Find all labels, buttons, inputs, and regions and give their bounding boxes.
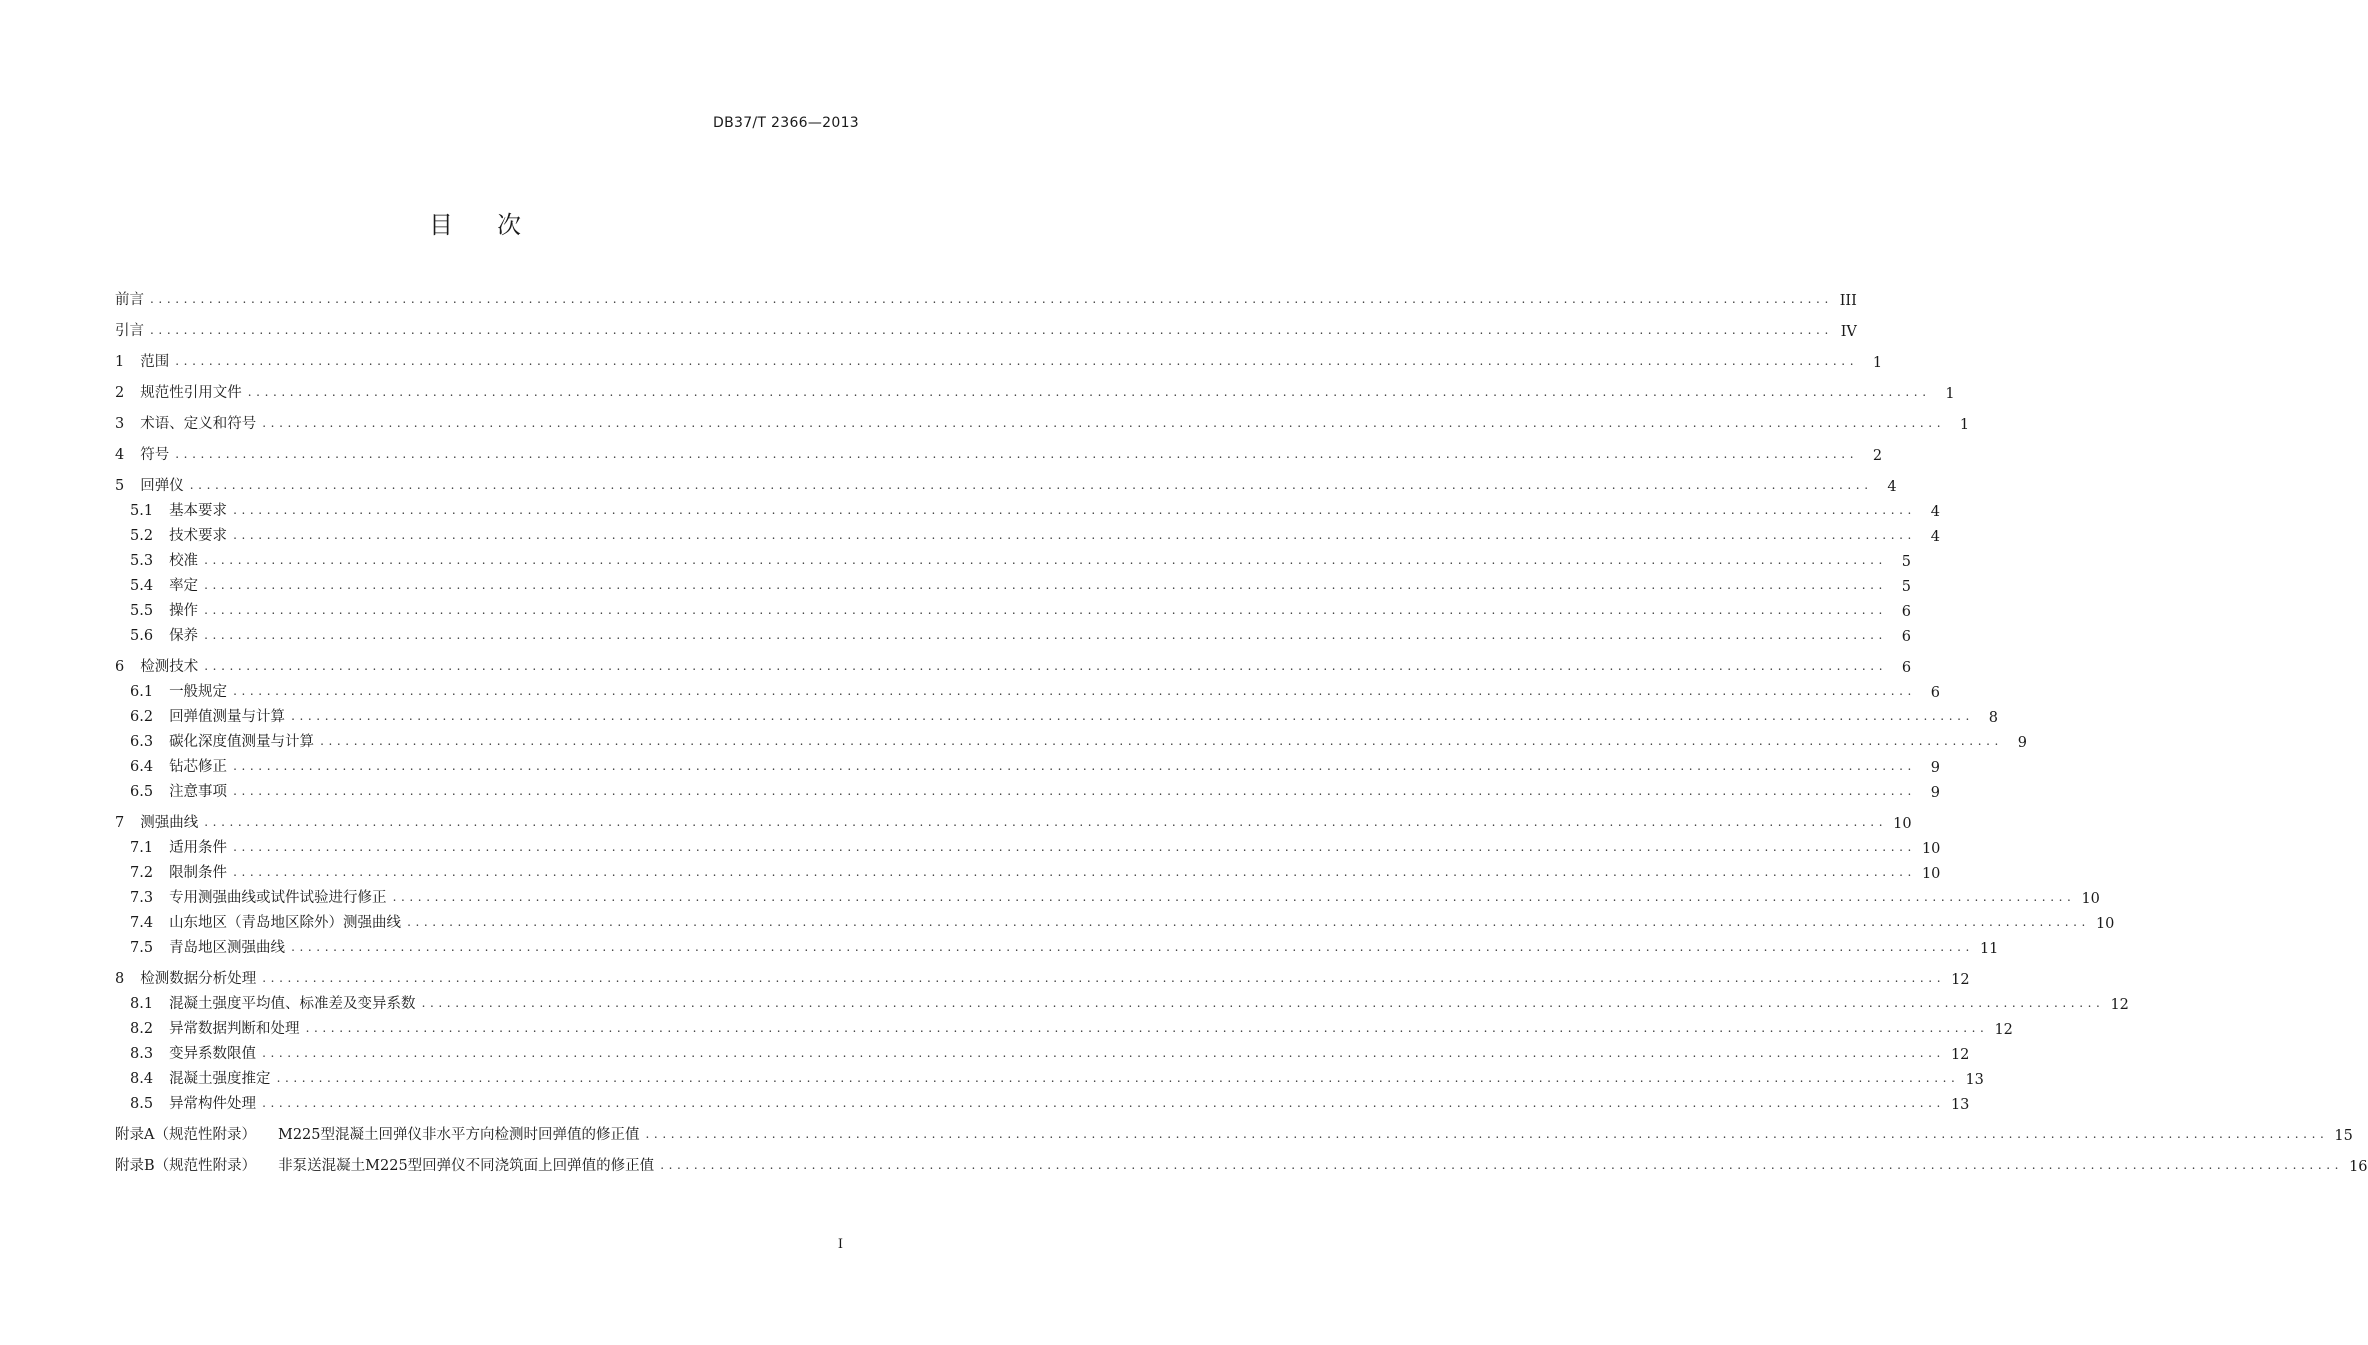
toc-entry-title: 注意事项 [169, 784, 228, 800]
toc-entry-title: 范围 [140, 354, 170, 370]
toc-entry-label [115, 549, 198, 570]
toc-entry-page: 10 [1893, 816, 1912, 832]
toc-dot-leader: ........................................................................................................................................................................................................ [233, 503, 1916, 517]
toc-entry-title: 青岛地区测强曲线 [169, 940, 286, 956]
table-of-contents [115, 284, 2368, 1175]
toc-entry-page: 13 [1950, 1097, 1970, 1113]
toc-dot-leader: ........................................................................................................................................................................................................ [262, 416, 1946, 430]
toc-dot-leader: ........................................................................................................................................................................................................ [175, 447, 1859, 461]
toc-dot-leader: ........................................................................................................................................................................................................ [189, 478, 1873, 492]
toc-entry-page: 12 [1994, 1022, 2013, 1038]
toc-entry-page: 10 [1921, 866, 1941, 882]
toc-entry-number: 6.2 [130, 709, 154, 725]
toc-entry-label [115, 780, 227, 801]
toc-dot-leader: ........................................................................................................................................................................................................ [407, 915, 2090, 929]
toc-entry-title: 专用测强曲线或试件试验进行修正 [169, 890, 387, 906]
toc-entry-number: 5.1 [130, 503, 154, 519]
toc-entry[interactable] [115, 346, 1883, 371]
toc-entry-number: 8.2 [130, 1021, 154, 1037]
toc-entry-number: 1 [115, 354, 125, 370]
toc-entry-page: 2 [1872, 448, 1883, 464]
toc-entry-title: 率定 [169, 578, 199, 594]
toc-entry-label [115, 680, 227, 701]
toc-entry-label [115, 1154, 654, 1175]
toc-entry[interactable] [115, 315, 1857, 340]
toc-entry-label [115, 443, 169, 464]
toc-entry-number: 5.2 [130, 528, 154, 544]
toc-entry-label [115, 1017, 300, 1038]
toc-dot-leader: ........................................................................................................................................................................................................ [175, 354, 1859, 368]
toc-entry-label [115, 288, 144, 309]
page-title [0, 205, 950, 240]
toc-entry-label [115, 1123, 640, 1144]
toc-dot-leader: ........................................................................................................................................................................................................ [247, 385, 1931, 399]
toc-entry-page: 6 [1901, 629, 1911, 645]
toc-entry[interactable] [115, 377, 1955, 402]
toc-entry[interactable] [115, 439, 1883, 464]
toc-entry-number: 8.4 [130, 1071, 154, 1087]
toc-entry-label [115, 1092, 256, 1113]
toc-entry-label [115, 967, 256, 988]
toc-entry[interactable] [115, 470, 1897, 495]
toc-dot-leader: ........................................................................................................................................................................................................ [204, 578, 1887, 592]
toc-dot-leader: ........................................................................................................................................................................................................ [150, 292, 1833, 306]
toc-entry-page: 6 [1901, 604, 1911, 620]
toc-entry-title: 一般规定 [169, 684, 228, 700]
toc-entry[interactable] [115, 651, 1912, 676]
toc-entry[interactable] [115, 520, 1940, 545]
toc-entry-label [115, 350, 169, 371]
toc-entry[interactable] [115, 1038, 1970, 1063]
toc-dot-leader: ........................................................................................................................................................................................................ [291, 709, 1974, 723]
toc-entry-title: 回弹值测量与计算 [169, 709, 286, 725]
toc-entry-label [115, 599, 198, 620]
toc-entry[interactable] [115, 595, 1911, 620]
toc-entry-title: 校准 [169, 553, 199, 569]
toc-entry-page: 8 [1988, 710, 1998, 726]
toc-entry-label [115, 319, 144, 340]
toc-entry-title: 符号 [140, 447, 170, 463]
toc-entry-title: 规范性引用文件 [140, 385, 242, 401]
toc-entry-label [115, 1067, 271, 1088]
toc-dot-leader: ........................................................................................................................................................................................................ [233, 865, 1916, 879]
toc-entry-title: 山东地区（青岛地区除外）测强曲线 [169, 915, 402, 931]
toc-entry-number: 2 [115, 385, 125, 401]
toc-dot-leader: ........................................................................................................................................................................................................ [645, 1127, 2329, 1141]
toc-entry-title: 变异系数限值 [169, 1046, 257, 1062]
toc-entry[interactable] [115, 857, 1941, 882]
toc-entry-page: 12 [1951, 972, 1970, 988]
toc-dot-leader: ........................................................................................................................................................................................................ [262, 1096, 1945, 1110]
toc-entry-page: III [1839, 293, 1857, 309]
toc-entry-number: 8.3 [130, 1046, 154, 1062]
toc-entry-page: 4 [1930, 504, 1940, 520]
toc-entry-number: 6.3 [130, 734, 154, 750]
toc-entry-label [115, 705, 285, 726]
toc-entry-number: 5.3 [130, 553, 154, 569]
toc-entry-number: 8 [115, 971, 125, 987]
toc-entry-title: 非泵送混凝土M225型回弹仪不同浇筑面上回弹值的修正值 [278, 1158, 655, 1174]
toc-entry-label [115, 412, 256, 433]
toc-entry-title: 引言 [115, 323, 144, 339]
toc-entry[interactable] [115, 807, 1912, 832]
toc-entry-label [115, 381, 242, 402]
toc-entry-number: 8.1 [130, 996, 154, 1012]
toc-dot-leader: ........................................................................................................................................................................................................ [233, 528, 1916, 542]
toc-entry-page: 5 [1901, 554, 1911, 570]
document-code: DB37/T 2366—2013 [713, 115, 859, 131]
toc-entry-label [115, 755, 227, 776]
toc-entry-page: 12 [1950, 1047, 1970, 1063]
toc-entry-page: 4 [1887, 479, 1897, 495]
toc-entry-label [115, 499, 227, 520]
toc-entry-number: 5.5 [130, 603, 154, 619]
toc-entry-title: 前言 [115, 292, 144, 308]
toc-entry-page: 1 [1959, 417, 1970, 433]
toc-entry-title: 异常构件处理 [169, 1096, 257, 1112]
toc-entry-label [115, 474, 184, 495]
toc-entry-number: 6 [115, 659, 125, 675]
toc-entry-title: 钻芯修正 [169, 759, 228, 775]
toc-dot-leader: ........................................................................................................................................................................................................ [233, 759, 1916, 773]
toc-dot-leader: ........................................................................................................................................................................................................ [262, 971, 1946, 985]
toc-dot-leader: ........................................................................................................................................................................................................ [421, 996, 2105, 1010]
toc-entry-label [115, 936, 285, 957]
toc-entry-title: 混凝土强度推定 [169, 1071, 271, 1087]
toc-entry-label [115, 730, 314, 751]
toc-entry-title: 限制条件 [169, 865, 228, 881]
toc-entry-title: 测强曲线 [140, 815, 199, 831]
toc-dot-leader: ........................................................................................................................................................................................................ [660, 1158, 2344, 1172]
toc-dot-leader: ........................................................................................................................................................................................................ [291, 940, 1974, 954]
toc-entry-page: IV [1840, 324, 1857, 340]
toc-dot-leader: ........................................................................................................................................................................................................ [233, 684, 1916, 698]
toc-entry-number: 附录B（规范性附录） [115, 1158, 257, 1174]
toc-entry-number: 7.5 [130, 940, 154, 956]
toc-entry-page: 1 [1872, 355, 1883, 371]
toc-entry-page: 13 [1965, 1072, 1984, 1088]
toc-entry-title: 术语、定义和符号 [140, 416, 257, 432]
toc-entry[interactable] [115, 963, 1970, 988]
toc-entry-page: 6 [1930, 685, 1940, 701]
toc-dot-leader: ........................................................................................................................................................................................................ [204, 553, 1887, 567]
toc-entry-label [115, 811, 198, 832]
toc-entry[interactable] [115, 1150, 2368, 1175]
toc-entry-number: 附录A（规范性附录） [115, 1127, 256, 1143]
toc-entry[interactable] [115, 832, 1941, 857]
toc-entry-number: 7 [115, 815, 125, 831]
toc-entry[interactable] [115, 882, 2100, 907]
toc-dot-leader: ........................................................................................................................................................................................................ [204, 815, 1888, 829]
toc-entry[interactable] [115, 1119, 2353, 1144]
toc-entry-page: 12 [2110, 997, 2129, 1013]
toc-entry-label [115, 836, 227, 857]
toc-entry-number: 5.6 [130, 628, 154, 644]
toc-entry-page: 10 [2081, 891, 2100, 907]
toc-entry-label [115, 861, 227, 882]
toc-entry-title: 操作 [169, 603, 199, 619]
toc-entry-page: 1 [1945, 386, 1955, 402]
toc-entry-page: 4 [1930, 529, 1940, 545]
toc-entry[interactable] [115, 620, 1911, 645]
toc-entry[interactable] [115, 408, 1970, 433]
toc-entry-title: 碳化深度值测量与计算 [169, 734, 315, 750]
toc-entry-page: 11 [1979, 941, 1999, 957]
toc-dot-leader: ........................................................................................................................................................................................................ [233, 840, 1916, 854]
toc-entry-title: 检测数据分析处理 [140, 971, 257, 987]
toc-entry[interactable] [115, 988, 2129, 1013]
toc-entry[interactable] [115, 1013, 2013, 1038]
toc-dot-leader: ........................................................................................................................................................................................................ [262, 1046, 1945, 1060]
toc-entry[interactable] [115, 570, 1911, 595]
toc-entry-title: 技术要求 [169, 528, 228, 544]
toc-entry-number: 8.5 [130, 1096, 154, 1112]
toc-entry-label [115, 624, 198, 645]
toc-entry-title: M225型混凝土回弹仪非水平方向检测时回弹值的修正值 [277, 1127, 640, 1143]
toc-entry-number: 3 [115, 416, 125, 432]
toc-entry-title: 异常数据判断和处理 [169, 1021, 300, 1037]
toc-entry-page: 9 [1930, 785, 1940, 801]
toc-entry-number: 6.5 [130, 784, 154, 800]
toc-dot-leader: ........................................................................................................................................................................................................ [305, 1021, 1989, 1035]
toc-entry-label [115, 655, 198, 676]
toc-dot-leader: ........................................................................................................................................................................................................ [320, 734, 2003, 748]
toc-entry[interactable] [115, 701, 1998, 726]
toc-entry-number: 5 [115, 478, 125, 494]
toc-dot-leader: ........................................................................................................................................................................................................ [204, 603, 1887, 617]
toc-entry-title: 基本要求 [169, 503, 228, 519]
toc-entry-number: 6.1 [130, 684, 154, 700]
title-char-2: 次 [497, 211, 521, 239]
toc-entry-page: 10 [2095, 916, 2115, 932]
toc-entry[interactable] [115, 932, 1999, 957]
toc-dot-leader: ........................................................................................................................................................................................................ [150, 323, 1833, 337]
toc-entry-page: 5 [1901, 579, 1911, 595]
toc-entry-number: 7.3 [130, 890, 154, 906]
toc-entry-number: 7.1 [130, 840, 154, 856]
toc-entry-page: 10 [1921, 841, 1941, 857]
toc-entry-number: 4 [115, 447, 125, 463]
toc-entry-label [115, 992, 416, 1013]
toc-entry-title: 保养 [169, 628, 199, 644]
toc-entry-page: 16 [2349, 1159, 2368, 1175]
toc-entry-title: 检测技术 [140, 659, 199, 675]
toc-entry-title: 适用条件 [169, 840, 228, 856]
toc-entry[interactable] [115, 751, 1940, 776]
toc-entry[interactable] [115, 495, 1940, 520]
toc-entry[interactable] [115, 545, 1911, 570]
toc-entry-number: 6.4 [130, 759, 154, 775]
toc-entry[interactable] [115, 776, 1940, 801]
toc-entry-title: 回弹仪 [140, 478, 184, 494]
toc-entry-label [115, 574, 198, 595]
toc-dot-leader: ........................................................................................................................................................................................................ [204, 659, 1888, 673]
toc-entry-label [115, 911, 401, 932]
toc-entry-page: 15 [2334, 1128, 2353, 1144]
toc-entry[interactable] [115, 1063, 1984, 1088]
toc-entry-number: 5.4 [130, 578, 154, 594]
page-number: I [837, 1237, 843, 1252]
toc-entry-label [115, 524, 227, 545]
toc-entry-page: 9 [2017, 735, 2027, 751]
toc-entry[interactable] [115, 1088, 1970, 1113]
toc-entry-label [115, 1042, 256, 1063]
toc-entry-page: 9 [1930, 760, 1940, 776]
toc-dot-leader: ........................................................................................................................................................................................................ [276, 1071, 1960, 1085]
toc-entry-title: 混凝土强度平均值、标准差及变异系数 [169, 996, 416, 1012]
toc-dot-leader: ........................................................................................................................................................................................................ [392, 890, 2076, 904]
toc-entry-page: 6 [1901, 660, 1912, 676]
toc-entry-number: 7.4 [130, 915, 154, 931]
toc-dot-leader: ........................................................................................................................................................................................................ [233, 784, 1916, 798]
toc-dot-leader: ........................................................................................................................................................................................................ [204, 628, 1887, 642]
toc-entry-label [115, 886, 387, 907]
toc-entry[interactable] [115, 284, 1857, 309]
toc-entry[interactable] [115, 907, 2115, 932]
title-char-1: 目 [429, 211, 453, 239]
toc-entry-number: 7.2 [130, 865, 154, 881]
toc-entry[interactable] [115, 676, 1940, 701]
toc-entry[interactable] [115, 726, 2027, 751]
